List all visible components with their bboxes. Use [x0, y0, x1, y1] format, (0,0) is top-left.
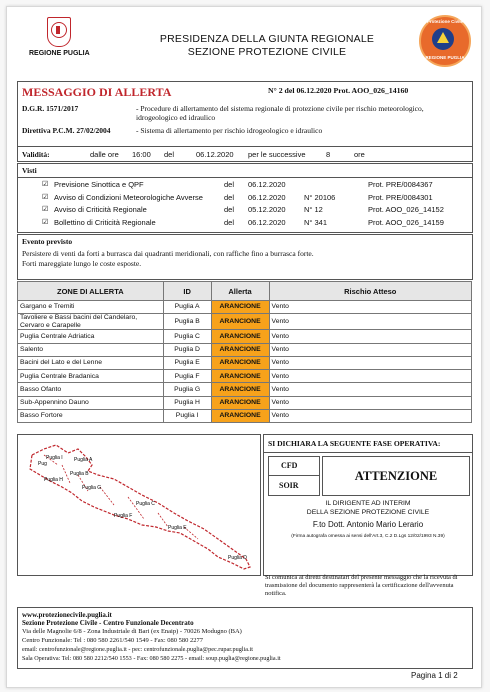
col-risk: Rischio Atteso: [269, 282, 471, 301]
evento-label: Evento previsto: [22, 237, 73, 246]
map-box: [17, 434, 261, 576]
visti-date: 06.12.2020: [248, 192, 286, 202]
validity-label: Validità:: [22, 150, 50, 159]
zone-table-header: [18, 282, 472, 301]
zone-alert-cell: ARANCIONE: [211, 410, 269, 423]
header-title-line2: SEZIONE PROTEZIONE CIVILE: [187, 46, 347, 58]
zone-alert-cell: ARANCIONE: [211, 314, 269, 330]
checkbox-checked-icon: ☑: [42, 193, 49, 201]
zone-zone-cell: Tavoliere e Bassi bacini del Candelaro, Cervaro e Carapelle: [18, 314, 164, 330]
visti-num: N° 20106: [304, 192, 336, 202]
validity-hour: 16:00: [132, 150, 151, 159]
visti-row: [18, 180, 472, 191]
soir-label: SOIR: [279, 481, 299, 490]
document-page: [6, 6, 482, 688]
zone-zone-cell: Basso Ofanto: [18, 383, 164, 396]
validity-date: 06.12.2020: [196, 150, 234, 159]
zone-row: [18, 330, 472, 343]
signatory-name: F.to Dott. Antonio Mario Lerario: [312, 520, 424, 529]
zone-zone-cell: Basso Fortore: [18, 410, 164, 423]
notification-note: Si comunica ai diretti destinatari del presente messaggio che la ricevuta di trasmissione del documento rappresenterà la certificazione dell'avvenuta notifica.: [265, 574, 458, 597]
zone-alert-cell: ARANCIONE: [211, 396, 269, 409]
coat-of-arms-icon: [47, 17, 71, 47]
dirigente-line1: IL DIRIGENTE AD INTERIM: [325, 500, 411, 507]
zone-alert-cell: ARANCIONE: [211, 301, 269, 314]
dgr-label: D.G.R. 1571/2017: [22, 104, 79, 113]
zone-row: [18, 410, 472, 423]
dgr-text: - Procedure di allertamento del sistema regionale di protezione civile per rischio meteorologico, idrogeologico ed idraulico: [136, 104, 424, 122]
zone-zone-cell: Gargano e Tremiti: [18, 301, 164, 314]
page-number: Pagina 1 di 2: [411, 671, 458, 680]
puglia-map: [18, 435, 260, 575]
zone-zone-cell: Salento: [18, 343, 164, 356]
region-label: REGIONE PUGLIA: [29, 50, 90, 57]
regione-puglia-logo: [29, 17, 89, 57]
zone-id-cell: Puglia H: [163, 396, 211, 409]
footer-address: Via delle Magnolie 6/8 - Zona Industriale di Bari (ex Enaip) - 70026 Modugno (BA): [22, 628, 242, 635]
visti-num: N° 12: [304, 205, 323, 214]
visti-name: Avviso di Criticità Regionale: [54, 205, 147, 214]
col-id: ID: [163, 282, 211, 301]
dirigente-line2: DELLA SEZIONE PROTEZIONE CIVILE: [306, 509, 430, 516]
protezione-civile-logo: [419, 15, 471, 67]
zone-risk-cell: Vento: [269, 396, 471, 409]
map-label: Puglia H: [44, 477, 63, 483]
fase-heading: SI DICHIARA LA SEGUENTE FASE OPERATIVA:: [264, 435, 472, 453]
zone-row: [18, 356, 472, 369]
zone-row: [18, 383, 472, 396]
zone-alert-cell: ARANCIONE: [211, 370, 269, 383]
map-label: Puglia B: [70, 471, 89, 477]
visti-del: del: [224, 205, 235, 214]
fase-operativa-box: [263, 434, 473, 576]
zone-id-cell: Puglia E: [163, 356, 211, 369]
visti-name: Avviso di Condizioni Meteorologiche Avverse: [54, 192, 203, 202]
message-title: MESSAGGIO DI ALLERTA: [22, 85, 172, 99]
map-label: Puglia E: [168, 525, 187, 531]
validity-del: del: [164, 150, 175, 159]
zone-id-cell: Puglia D: [163, 343, 211, 356]
visti-date: 06.12.2020: [248, 217, 286, 227]
message-number: N° 2 del 06.12.2020 Prot. AOO_026_14160: [268, 86, 409, 95]
logo-top-text: Protezione Civile: [426, 19, 464, 24]
zone-row: [18, 343, 472, 356]
cfd-soir-cell: [268, 456, 320, 496]
direttiva-text: - Sistema di allertamento per rischio idrogeologico e idraulico: [136, 126, 323, 135]
visti-label: Visti: [22, 166, 37, 175]
zone-row: [18, 301, 472, 314]
validity-hours: 8: [326, 150, 331, 159]
visti-row: [18, 205, 472, 216]
map-label: Puglia A: [74, 457, 93, 463]
zone-risk-cell: Vento: [269, 301, 471, 314]
zone-id-cell: Puglia A: [163, 301, 211, 314]
zone-zone-cell: Puglia Centrale Bradanica: [18, 370, 164, 383]
checkbox-checked-icon: ☑: [42, 218, 49, 226]
visti-del: del: [224, 192, 235, 202]
visti-del: del: [224, 180, 235, 189]
checkbox-checked-icon: ☑: [42, 181, 49, 188]
evento-line1: Persistere di venti da forti a burrasca dai quadranti meridionali, con raffiche fino a burrasca forte.: [22, 249, 314, 258]
map-label: Puglia G: [82, 485, 102, 491]
visti-date: 06.12.2020: [248, 180, 286, 189]
map-label: Pug: [38, 461, 47, 467]
visti-box: [17, 163, 473, 233]
visti-row: [18, 218, 472, 229]
map-label: Puglia C: [136, 501, 155, 507]
footer-centre: Sezione Protezione Civile - Centro Funzionale Decentrato: [22, 619, 194, 627]
evento-line2: Forti mareggiate lungo le coste esposte.: [22, 259, 142, 268]
map-label: Puglia F: [114, 513, 133, 519]
direttiva-label: Direttiva P.C.M. 27/02/2004: [22, 126, 111, 135]
zone-row: [18, 396, 472, 409]
zone-zone-cell: Sub-Appennino Dauno: [18, 396, 164, 409]
visti-prot: Prot. AOO_026_14159: [368, 217, 444, 227]
footer-phone1: Centro Funzionale: Tel : 080 580 2261/540 1549 - Fax: 080 580 2277: [22, 637, 204, 644]
zone-risk-cell: Vento: [269, 370, 471, 383]
zone-id-cell: Puglia I: [163, 410, 211, 423]
phase-value: ATTENZIONE: [322, 456, 470, 496]
checkbox-checked-icon: ☑: [42, 206, 49, 213]
visti-prot: Prot. AOO_026_14152: [368, 205, 444, 214]
footer-website-link[interactable]: www.protezionecivile.puglia.it: [22, 611, 112, 619]
visti-name: Previsione Sinottica e QPF: [54, 180, 144, 189]
zone-risk-cell: Vento: [269, 343, 471, 356]
header-title: [137, 33, 397, 59]
map-label: Puglia I: [46, 455, 63, 461]
footer-box: [17, 607, 473, 669]
zone-alert-cell: ARANCIONE: [211, 343, 269, 356]
footer-phone2: Sala Operativa: Tel: 080 580 2212/540 1553 - Fax: 080 580 2275 - email: soup.puglia@regione.puglia.it: [22, 655, 281, 662]
map-label: Puglia D: [228, 555, 247, 561]
visti-row: [18, 193, 472, 204]
validity-from: dalle ore: [90, 150, 119, 159]
zone-zone-cell: Puglia Centrale Adriatica: [18, 330, 164, 343]
zone-row: [18, 314, 472, 330]
validity-row: [17, 146, 473, 162]
col-zone: ZONE DI ALLERTA: [18, 282, 164, 301]
visti-num: N° 341: [304, 217, 328, 227]
zone-risk-cell: Vento: [269, 410, 471, 423]
zone-risk-cell: Vento: [269, 314, 471, 330]
zone-id-cell: Puglia B: [163, 314, 211, 330]
header-title-line1: PRESIDENZA DELLA GIUNTA REGIONALE: [159, 33, 375, 45]
firma-note: (Firma autografa omessa ai sensi dell'Art.3, C.2 D.Lgs 12/02/1993 N.39): [291, 534, 445, 539]
visti-name: Bollettino di Criticità Regionale: [54, 217, 156, 227]
visti-prot: Prot. PRE/0084367: [368, 180, 433, 189]
zone-risk-cell: Vento: [269, 383, 471, 396]
zone-zone-cell: Bacini del Lato e del Lenne: [18, 356, 164, 369]
col-alert: Allerta: [211, 282, 269, 301]
zone-risk-cell: Vento: [269, 356, 471, 369]
evento-box: [17, 234, 473, 280]
zone-id-cell: Puglia G: [163, 383, 211, 396]
zone-alert-cell: ARANCIONE: [211, 383, 269, 396]
zone-alert-cell: ARANCIONE: [211, 330, 269, 343]
zone-row: [18, 370, 472, 383]
zone-alert-cell: ARANCIONE: [211, 356, 269, 369]
region-outline: [30, 445, 250, 569]
logo-triangle-icon: [437, 32, 449, 43]
zone-id-cell: Puglia F: [163, 370, 211, 383]
logo-bottom-text: REGIONE PUGLIA: [425, 55, 465, 60]
zone-id-cell: Puglia C: [163, 330, 211, 343]
visti-del: del: [224, 217, 235, 227]
visti-date: 05.12.2020: [248, 205, 286, 214]
validity-ore: ore: [354, 150, 365, 159]
footer-email1: email: centrofunzionale@regione.puglia.it - pec: centrofunzionale.puglia@pec.rupar.puglia.it: [22, 646, 253, 653]
validity-next: per le successive: [248, 150, 306, 159]
visti-prot: Prot. PRE/0084301: [368, 192, 433, 202]
message-box: [17, 81, 473, 147]
zone-table: [17, 281, 472, 423]
cfd-label: CFD: [281, 461, 298, 470]
zone-risk-cell: Vento: [269, 330, 471, 343]
